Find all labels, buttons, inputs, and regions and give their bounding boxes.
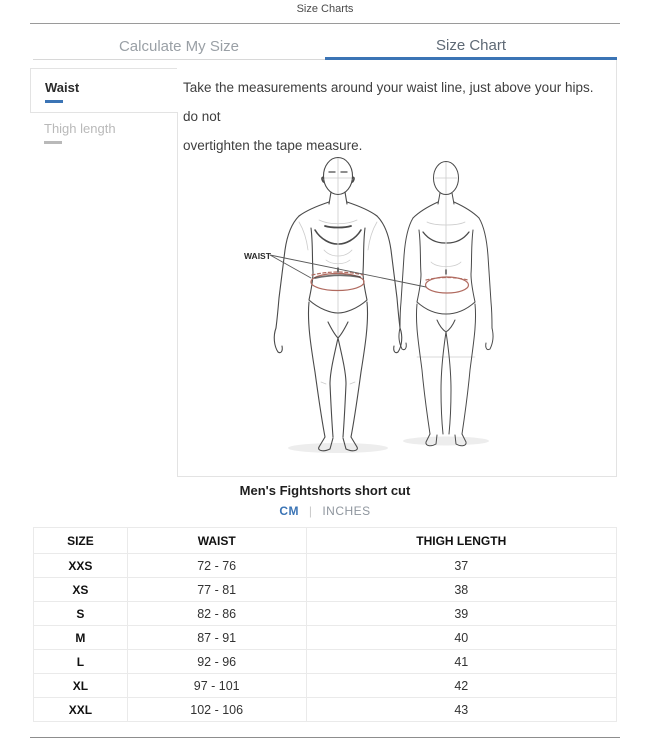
cell-thigh: 42 xyxy=(306,674,616,698)
unit-separator: | xyxy=(308,504,313,518)
table-row xyxy=(34,650,617,674)
size-table-header-row xyxy=(34,528,617,554)
title-divider xyxy=(30,23,620,24)
cell-size: S xyxy=(34,602,128,626)
cell-waist: 102 - 106 xyxy=(127,698,306,722)
tab-calculate-my-size[interactable] xyxy=(33,33,325,60)
unit-toggle xyxy=(0,504,650,518)
male-figure-slim xyxy=(399,162,493,446)
cell-size: XL xyxy=(34,674,128,698)
sidebar-item-waist-label: Waist xyxy=(45,80,80,95)
cell-size: L xyxy=(34,650,128,674)
sidebar-item-waist[interactable] xyxy=(30,68,177,113)
size-table xyxy=(33,527,617,722)
table-row xyxy=(34,578,617,602)
page-title: Size Charts xyxy=(296,3,354,15)
cell-size: XS xyxy=(34,578,128,602)
cell-waist: 87 - 91 xyxy=(127,626,306,650)
cell-waist: 82 - 86 xyxy=(127,602,306,626)
male-figure-front xyxy=(274,158,401,451)
cell-waist: 92 - 96 xyxy=(127,650,306,674)
instructions-line-1: Take the measurements around your waist line, just above your hips. do not xyxy=(183,80,594,124)
cell-size: XXS xyxy=(34,554,128,578)
header-size: SIZE xyxy=(34,528,128,554)
table-row xyxy=(34,674,617,698)
tab-bar xyxy=(33,33,617,60)
cell-size: XXL xyxy=(34,698,128,722)
tab-calculate-my-size-label: Calculate My Size xyxy=(118,37,240,55)
tab-size-chart[interactable] xyxy=(325,33,617,60)
inactive-indicator-bar xyxy=(44,141,62,144)
ground-shadow-left xyxy=(288,443,388,453)
table-row xyxy=(34,554,617,578)
product-caption: Men's Fightshorts short cut xyxy=(239,483,411,498)
sidebar-item-thigh-length[interactable] xyxy=(30,121,176,144)
sidebar-item-thigh-length-label: Thigh length xyxy=(44,121,116,136)
cell-waist: 77 - 81 xyxy=(127,578,306,602)
instructions-line-2: overtighten the tape measure. xyxy=(183,138,363,153)
cell-size: M xyxy=(34,626,128,650)
cell-thigh: 38 xyxy=(306,578,616,602)
tab-size-chart-label: Size Chart xyxy=(435,36,507,54)
waist-tape-right xyxy=(426,277,469,293)
detail-panel-left-border xyxy=(177,112,178,477)
waist-callout-label: WAIST xyxy=(244,251,271,261)
table-row xyxy=(34,602,617,626)
bottom-divider xyxy=(30,737,620,738)
header-thigh-length: THIGH LENGTH xyxy=(306,528,616,554)
active-indicator-bar xyxy=(45,100,63,103)
cell-thigh: 43 xyxy=(306,698,616,722)
header-waist: WAIST xyxy=(127,528,306,554)
unit-cm-button[interactable]: CM xyxy=(279,504,299,518)
ground-shadow-right xyxy=(403,437,489,446)
cell-thigh: 37 xyxy=(306,554,616,578)
table-row xyxy=(34,698,617,722)
table-row xyxy=(34,626,617,650)
cell-thigh: 41 xyxy=(306,650,616,674)
cell-thigh: 39 xyxy=(306,602,616,626)
cell-waist: 72 - 76 xyxy=(127,554,306,578)
size-guide-illustration xyxy=(179,132,615,474)
unit-inches-button[interactable]: INCHES xyxy=(322,504,371,518)
cell-thigh: 40 xyxy=(306,626,616,650)
cell-waist: 97 - 101 xyxy=(127,674,306,698)
